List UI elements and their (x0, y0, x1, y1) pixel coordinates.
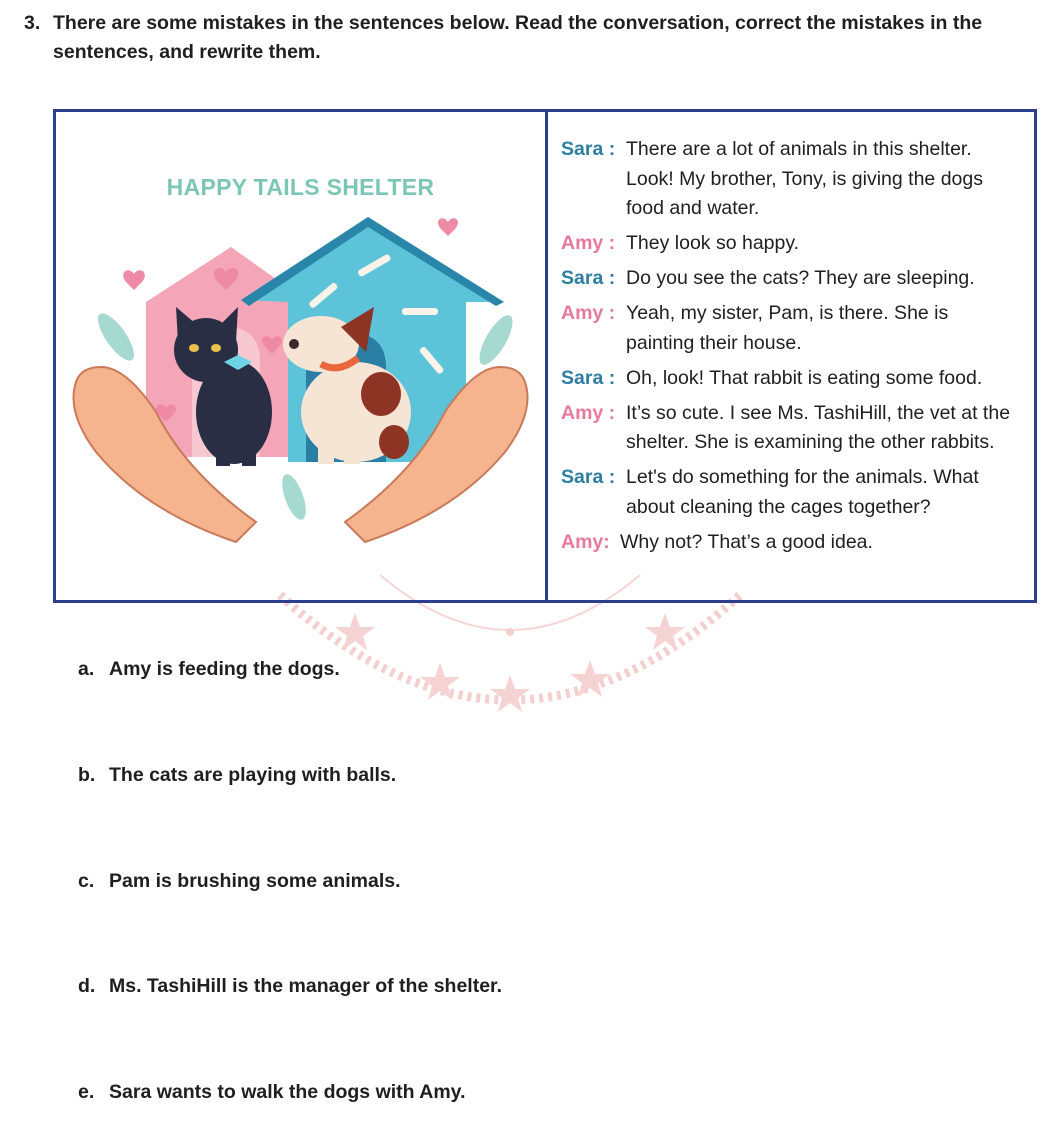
dialogue-turn (561, 364, 1021, 394)
shelter-title: HAPPY TAILS SHELTER (166, 174, 435, 200)
question-letter: b. (78, 764, 96, 786)
dialogue-line: There are a lot of animals in this shelter. Look! My brother, Tony, is giving the dogs food and water. (626, 138, 983, 219)
speaker-label: Sara : (561, 366, 616, 389)
question-text: The cats are playing with balls. (109, 764, 397, 786)
question-item (78, 764, 396, 787)
dialogue-line: Oh, look! That rabbit is eating some food. (626, 366, 983, 389)
question-text: Amy is feeding the dogs. (109, 658, 340, 680)
question-letter: a. (78, 658, 95, 680)
question-letter: c. (78, 870, 95, 892)
dialogue-turn (561, 264, 1021, 294)
shelter-artwork (56, 112, 545, 600)
shelter-illustration (56, 112, 545, 600)
question-item (78, 870, 401, 893)
question-item (78, 1081, 465, 1104)
dialogue (561, 135, 1021, 563)
dialogue-line: Do you see the cats? They are sleeping. (626, 267, 975, 289)
instruction-text: There are some mistakes in the sentences below. Read the conversation, correct the mistakes in the sentences, and rewrite them. (53, 12, 983, 63)
question-text: Pam is brushing some animals. (109, 870, 401, 892)
question-item (78, 975, 502, 998)
speaker-label: Amy : (561, 232, 616, 254)
question-item (78, 658, 340, 681)
dialogue-line: Why not? That’s a good idea. (620, 530, 873, 553)
dialogue-turn (561, 299, 1021, 358)
question-text: Sara wants to walk the dogs with Amy. (109, 1081, 466, 1103)
dialogue-line: Yeah, my sister, Pam, is there. She is painting their house. (626, 302, 949, 354)
speaker-label: Sara : (561, 466, 616, 488)
speaker-label: Sara : (561, 267, 616, 289)
dialogue-line: Let's do something for the animals. What about cleaning the cages together? (626, 466, 979, 518)
instruction (24, 9, 1034, 67)
dialogue-turn (561, 463, 1021, 522)
question-letter: e. (78, 1081, 95, 1103)
dialogue-turn (561, 528, 1021, 558)
dialogue-turn (561, 399, 1021, 458)
speaker-label: Amy: (561, 530, 610, 553)
dialogue-line: It’s so cute. I see Ms. TashiHill, the vet at the shelter. She is examining the other rabbits. (626, 401, 1011, 453)
speaker-label: Amy : (561, 302, 616, 324)
column-divider (545, 112, 548, 600)
dialogue-turn (561, 229, 1021, 259)
dialogue-line: They look so happy. (626, 232, 800, 254)
question-text: Ms. TashiHill is the manager of the shelter. (109, 975, 502, 997)
instruction-number: 3. (24, 12, 41, 34)
conversation-box (53, 109, 1037, 603)
dialogue-turn (561, 135, 1021, 224)
speaker-label: Sara : (561, 138, 616, 160)
question-letter: d. (78, 975, 96, 997)
speaker-label: Amy : (561, 401, 616, 424)
